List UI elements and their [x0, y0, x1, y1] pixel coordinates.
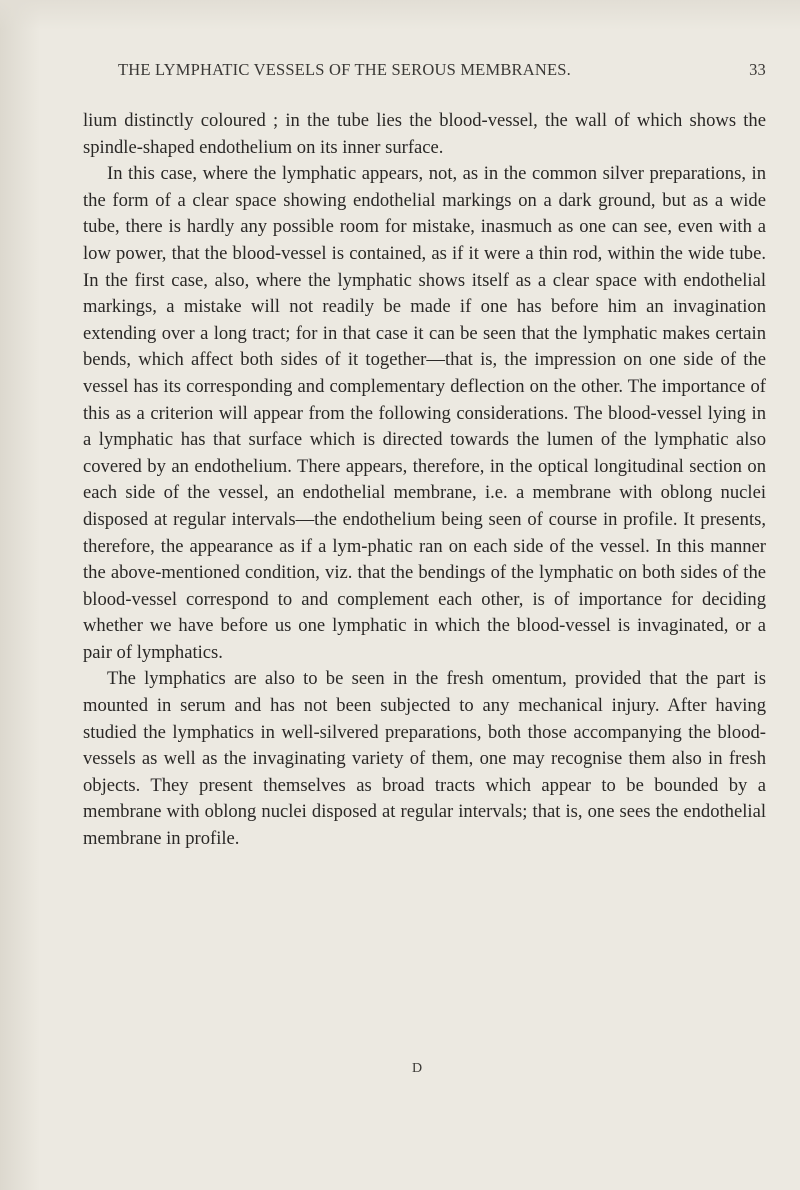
paragraph: The lymphatics are also to be seen in the fresh omentum, provided that the part is mounted in serum and has not been subjected to any mechanical injury. After having studied the lymphatics in well-silvered preparations, both those accompanying the blood-vessels as well as the invaginating variety of them, one may recognise them also in fresh objects. They present themselves as broad tracts which appear to be bounded by a membrane with oblong nuclei disposed at regular intervals; that is, one sees the endothelial membrane in profile.: [83, 668, 766, 850]
page-number: 33: [749, 60, 766, 79]
page-top-shadow: [0, 0, 800, 30]
running-head-title: THE LYMPHATIC VESSELS OF THE SEROUS MEMBRANES.: [118, 60, 571, 79]
signature-mark: D: [412, 1061, 423, 1076]
page-edge-shadow: [0, 0, 40, 1190]
paragraph-continuation: lium distinctly coloured ; in the tube lies the blood-vessel, the wall of which shows the spindle-shaped endothelium on its inner surface.: [83, 110, 766, 158]
running-head: [110, 60, 766, 84]
body-text: [83, 108, 766, 853]
paragraph: In this case, where the lymphatic appears, not, as in the common silver preparations, in the form of a clear space showing endothelial markings on a dark ground, but as a wide tube, there is hardly any possible room for mistake, inasmuch as one can see, even with a low power, that the blood-vessel is contained, as if it were a thin rod, within the wide tube. In the first case, also, where the lymphatic shows itself as a clear space with endothelial markings, a mistake will not readily be made if one has before him an invagination extending over a long tract; for in that case it can be seen that the lymphatic makes certain bends, which affect both sides of it together—that is, the impression on one side of the vessel has its corresponding and complementary deflection on the other. The importance of this as a criterion will appear from the following considerations. The blood-vessel lying in a lymphatic has that surface which is directed towards the lumen of the lymphatic also covered by an endothelium. There appears, therefore, in the optical longitudinal section on each side of the vessel, an endothelial membrane, i.e. a membrane with oblong nuclei disposed at regular intervals—the endothelium being seen of course in profile. It presents, therefore, the appearance as if a lym-phatic ran on each side of the vessel. In this manner the above-mentioned condition, viz. that the bendings of the lymphatic on both sides of the blood-vessel correspond to and complement each other, is of importance for deciding whether we have before us one lymphatic in which the blood-vessel is invaginated, or a pair of lymphatics.: [83, 163, 766, 663]
